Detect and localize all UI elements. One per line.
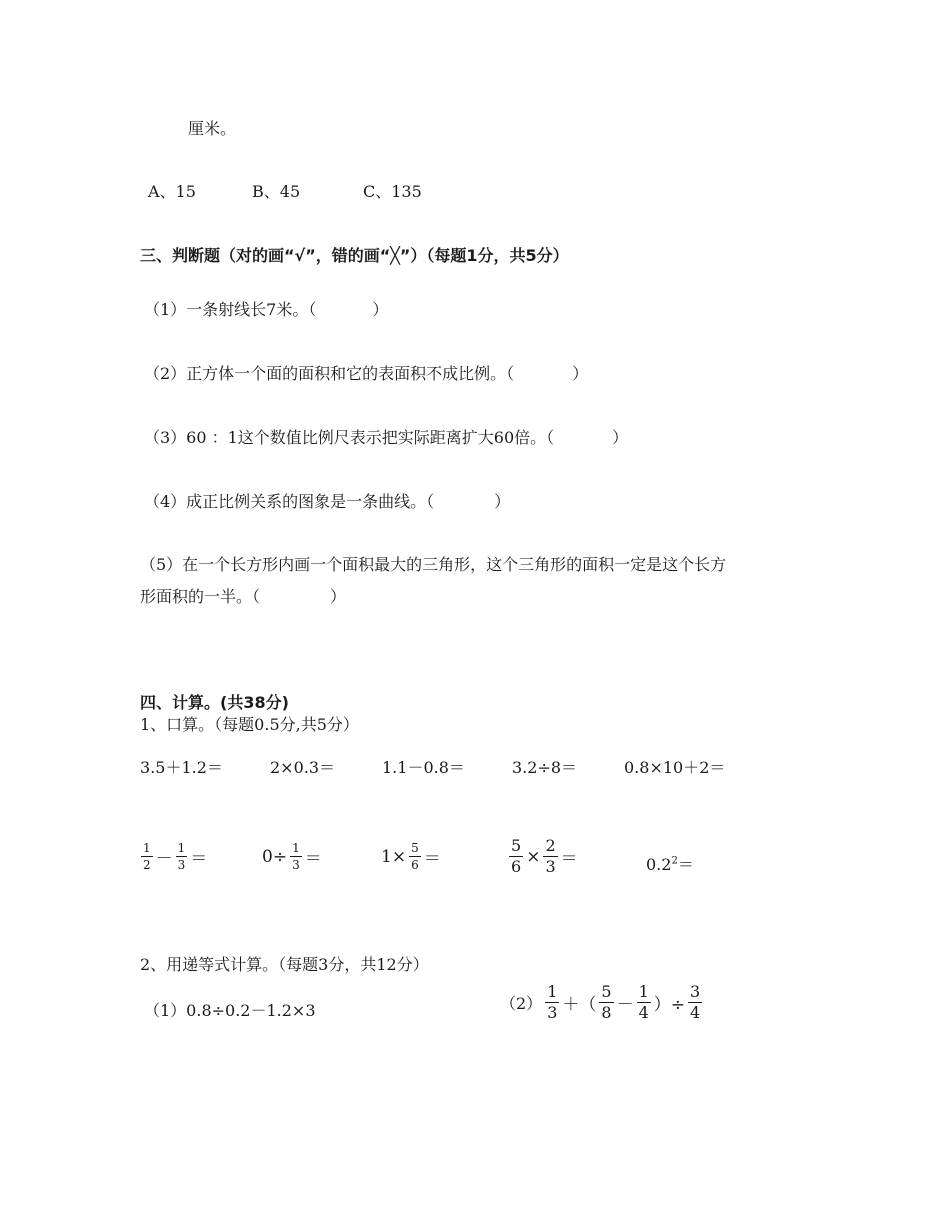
judge-item-5-line2 [140, 584, 346, 607]
fraction: $\frac{1}{4}$ [638, 982, 649, 1022]
oral-title: 1、口算。（每题0.5分,共5分） [140, 715, 359, 734]
oral-q8: 1× $\frac{5}{6}$ ＝ [381, 841, 441, 872]
judge-item-close: ） [612, 428, 629, 447]
judge-item-close: ） [494, 492, 511, 511]
fraction: $\frac{5}{8}$ [601, 982, 612, 1022]
judge-item-text: （3）60 ：1这个数值比例尺表示把实际距离扩大60倍。（ [144, 428, 555, 447]
option-a: A、15 [148, 182, 196, 201]
fraction: $\frac{1}{3}$ [292, 841, 300, 872]
fraction: $\frac{5}{6}$ [411, 841, 419, 872]
judge-item-text: （4）成正比例关系的图象是一条曲线。（ [144, 492, 435, 511]
option-b: B、45 [252, 182, 301, 201]
judge-item-5-line1: （5）在一个长方形内画一个面积最大的三角形，这个三角形的面积一定是这个长方 [140, 555, 727, 574]
judge-item-1 [144, 297, 388, 320]
fraction: $\frac{1}{3}$ [177, 841, 186, 872]
oral-q2: 2×0.3＝ [270, 758, 336, 777]
prev-question-tail: 厘米。 [188, 119, 237, 138]
oral-q6: $\frac{1}{2}$ － $\frac{1}{3}$ ＝ [143, 841, 208, 872]
fraction: $\frac{1}{2}$ [143, 841, 151, 872]
oral-q9: $\frac{5}{6}$ × $\frac{2}{3}$ ＝ [511, 836, 578, 876]
stepwise-p1: （1）0.8÷0.2－1.2×3 [144, 1001, 316, 1020]
judge-item-close: ） [372, 300, 389, 319]
option-c: C、135 [363, 182, 422, 201]
judge-item-close: ） [330, 587, 347, 606]
fraction: $\frac{3}{4}$ [690, 982, 701, 1022]
judge-item-2 [144, 361, 588, 384]
stepwise-title: 2、用递等式计算。（每题3分，共12分） [140, 955, 429, 974]
oral-q4: 3.2÷8＝ [512, 758, 578, 777]
section3-heading: 三、判断题（对的画“√”，错的画“╳”）（每题1分，共5分） [140, 246, 569, 265]
oral-q10: $0.2^2=$ [646, 855, 694, 874]
oral-q1: 3.5＋1.2＝ [140, 758, 223, 777]
judge-item-text: 形面积的一半。（ [140, 587, 261, 606]
fraction: $\frac{5}{6}$ [511, 836, 522, 876]
oral-q3: 1.1－0.8＝ [382, 758, 465, 777]
fraction: $\frac{2}{3}$ [545, 836, 556, 876]
judge-item-close: ） [572, 364, 589, 383]
fraction: $\frac{1}{3}$ [547, 982, 558, 1022]
judge-item-4 [144, 489, 510, 512]
stepwise-p2: （2） $\frac{1}{3}$ ＋（ $\frac{5}{8}$ － $\frac{1}{4}$ ）÷ $\frac{3}{4}$ [500, 982, 701, 1022]
judge-item-text: （2）正方体一个面的面积和它的表面积不成比例。（ [144, 364, 515, 383]
oral-q5: 0.8×10＋2＝ [624, 758, 726, 777]
oral-q7: 0÷ $\frac{1}{3}$ ＝ [262, 841, 322, 872]
judge-item-text: （1）一条射线长7米。（ [144, 300, 317, 319]
section4-heading: 四、计算。(共38分) [140, 693, 289, 712]
judge-item-3 [144, 425, 628, 448]
